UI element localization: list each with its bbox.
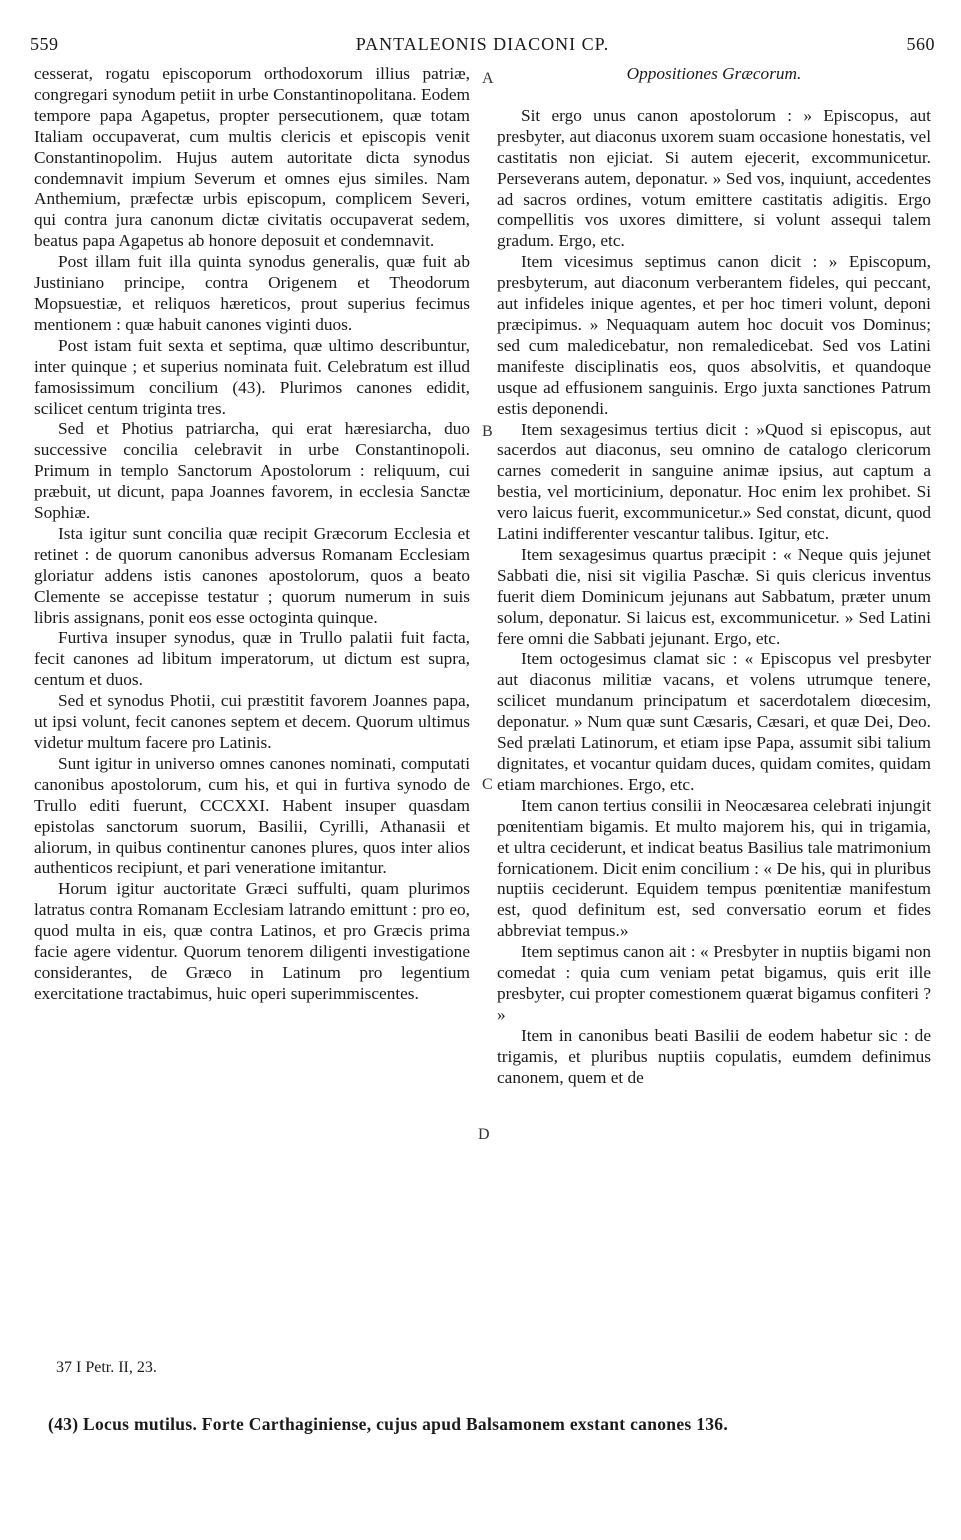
- right-paragraph: Item vicesimus septimus canon dicit : » Episcopum, presbyterum, aut diaconum verberantem fideles, qui peccant, aut infideles inique agentes, et per hoc timeri volunt, deponi præcipimus. » Nequaquam autem hoc docuit vos Dominus; sed cum maledicebatur, non remaledicebat. Sed vos Latini manifeste disciplinatis eos, quos absolvitis, et quandoque usque ad effusionem sanguinis. Ergo juxta sanctiones Patrum estis deponendi.: [497, 252, 931, 418]
- right-paragraph: Item canon tertius consilii in Neocæsarea celebrati injungit pœnitentiam bigamis. Et multo majorem his, qui in trigamia, et ultra ceciderunt, et indicat beatus Basilius tale matrimonium fornicationem. Dicit enim concilium : « De his, qui in pluribus nuptiis ceciderunt. Equidem tempus pœnitentiæ manifestum est, quod definitum est, sed conversatio eorum et fides abbreviat tempus.»: [497, 795, 931, 941]
- left-paragraph: Ista igitur sunt concilia quæ recipit Græcorum Ecclesia et retinet : de quorum canonibus adversus Romanam Ecclesiam gloriatur addens istis canones apostolorum, quos a beato Clemente se accepisse testatur ; quorum numerum in suis libris assignans, ponit eos esse octoginta quinque.: [34, 523, 470, 627]
- page-header: [30, 34, 935, 58]
- editorial-note: (43) Locus mutilus. Forte Carthaginiense, cujus apud Balsamonem exstant canones 136.: [48, 1414, 729, 1434]
- left-paragraph: Sed et synodus Photii, cui præstitit favorem Joannes papa, ut ipsi volunt, fecit canones septem et decem. Quorum ultimus videtur multum facere pro Latinis.: [34, 691, 470, 752]
- right-paragraph: Item in canonibus beati Basilii de eodem habetur sic : de trigamis, et pluribus nuptiis copulatis, eumdem definimus canonem, quem et de: [497, 1025, 931, 1087]
- left-paragraph: Sed et Photius patriarcha, qui erat hæresiarcha, duo successive concilia celebravit in urbe Constantinopoli. Primum in templo Sanctorum Apostolorum : reliquum, cui præbuit, ut dicunt, papa Joannes favorem, in ecclesia Sanctæ Sophiæ.: [34, 419, 470, 523]
- running-title: PANTALEONIS DIACONI CP.: [355, 34, 610, 54]
- left-paragraph: Furtiva insuper synodus, quæ in Trullo palatii fuit facta, fecit canones ad libitum imperatorum, ut dictum est supra, centum et duos.: [34, 628, 470, 690]
- right-paragraph: Sit ergo unus canon apostolorum : » Episcopus, aut presbyter, aut diaconus uxorem suam occasione honestatis, vel castitatis non ejiciat. Si autem ejecerit, excommunicetur. Perseverans autem, deponatur. » Sed vos, inquiunt, accedentes ad sacros ordines, votum emittere castitatis adigitis. Ergo compellitis vos uxores dimittere, si volunt assequi talem gradum. Ergo, etc.: [497, 105, 931, 251]
- left-paragraph: Sunt igitur in universo omnes canones nominati, computati canonibus apostolorum, cum his, et qui in furtiva synodo de Trullo editi fuerunt, CCCXXI. Habent insuper quasdam epistolas sanctorum suorum, Basilii, Cyrilli, Athanasii et aliorum, in quibus continentur canones plures, quos inter alios authenticos recipiunt, et pari veneratione imitantur.: [34, 753, 470, 878]
- section-heading: Oppositiones Græcorum.: [626, 64, 802, 83]
- margin-marker-c: C: [482, 776, 493, 793]
- right-column: [497, 64, 931, 1089]
- footnote: 37 I Petr. II, 23.: [56, 1359, 157, 1376]
- left-paragraph: cesserat, rogatu episcoporum orthodoxorum illius patriæ, congregari synodum petiit in urbe Constantinopolitana. Eodem tempore papa Agapetus, propter persecutionem, quæ totam Italiam occupaverat, cum multis clericis et episcopis venit Constantinopolim. Hujus autem autoritate dicta synodus condemnavit impium Severum et omnes ejus similes. Nam Anthemium, præfectæ urbis episcopum, complicem Severi, qui contra jura canonum dictæ civitatis occupaverat sedem, beatus papa Agapetus ab honore deposuit et condemnavit.: [34, 64, 470, 251]
- right-paragraph: Item septimus canon ait : « Presbyter in nuptiis bigami non comedat : quia cum veniam petat bigamus, quis erit ille presbyter, cui propter comestionem quærat bigamus confiteri ? »: [497, 942, 931, 1024]
- margin-marker-d: D: [478, 1126, 490, 1143]
- right-paragraph: Item sexagesimus tertius dicit : »Quod si episcopus, aut sacerdos aut diaconus, seu omnino de catalogo clericorum carnes comederit in sanguine animæ ipsius, aut captum a bestia, vel morticinium, deponatur. Hoc enim lex prohibet. Si vero laicus fuerit, excommunicetur.» Sed constat, dicunt, quod Latini indifferenter vescantur talibus. Igitur, etc.: [497, 419, 931, 544]
- right-paragraph: Item sexagesimus quartus præcipit : « Neque quis jejunet Sabbati die, nisi sit vigilia Paschæ. Si quis clericus inventus fuerit diem Dominicum jejunans aut Sabbatum, præter unum solum, deponatur. Si laicus est, excommunicetur. » Sed Latini fere omni die Sabbati jejunant. Ergo, etc.: [497, 544, 931, 648]
- right-paragraph: Item octogesimus clamat sic : « Episcopus vel presbyter aut diaconus militiæ vacans, et volens utrumque tenere, scilicet mundanum principatum et sacerdotalem diœcesim, deponatur. » Num quæ sunt Cæsaris, Cæsari, et quæ Dei, Deo. Sed prælati Latinorum, et etiam ipse Papa, assumit sibi talium dignitates, et vocantur quidam duces, quidam comites, quidam etiam marchiones. Ergo, etc.: [497, 649, 931, 794]
- left-paragraph: Post istam fuit sexta et septima, quæ ultimo describuntur, inter quinque ; et superius nominata fuit. Celebratum est illud famosissimum concilium (43). Plurimos canones edidit, scilicet centum triginta tres.: [34, 335, 470, 418]
- page-number-right: 560: [906, 34, 935, 54]
- page-number-left: 559: [30, 34, 59, 54]
- left-paragraph: Horum igitur auctoritate Græci suffulti, quam plurimos latratus contra Romanam Ecclesiam latrando emittunt : pro eo, quod multa in eis, quæ contra Latinos, et pro Græcis prima facie agere videntur. Quorum tenorem diligenti investigatione considerantes, de Græco in Latinum pro legentium exercitatione tractabimus, huic operi superimmiscentes.: [34, 879, 470, 1003]
- margin-marker-b: B: [482, 423, 493, 440]
- left-paragraph: Post illam fuit illa quinta synodus generalis, quæ fuit ab Justiniano principe, contra Origenem et Theodorum Mopsuestiæ, et reliquos hæreticos, prout superius fecimus mentionem : quæ habuit canones viginti duos.: [34, 252, 470, 334]
- left-column: [34, 64, 470, 1005]
- margin-marker-a: A: [482, 70, 494, 87]
